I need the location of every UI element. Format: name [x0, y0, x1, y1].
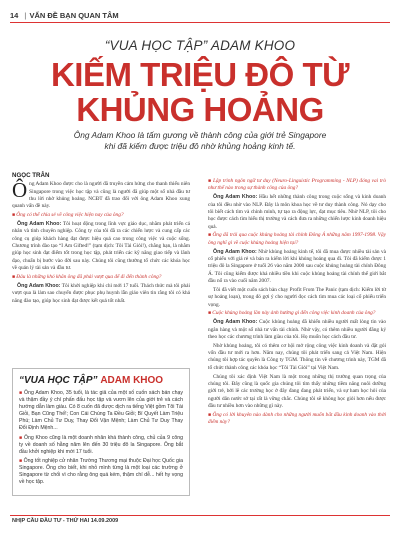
intro-text: ng Adam Khoo được cho là người đã truyền cảm hứng cho thanh thiếu niên Singapore trong việc học tập và cũng là người đã giúp một số nhà đầu tư thu lời nhờ khủng hoảng. NCĐT đã trao đổi với ông Adam Khoo xung quanh vấn đề này. [12, 181, 190, 210]
drop-cap: Ô [12, 178, 28, 203]
bullet-square-icon: ■ [208, 179, 213, 184]
answer-3-text: Hầu hết những thành công trong cuộc sống và kinh doanh của tôi đều nhờ vào NLP. Đây là môn khoa học về tư duy thành công. Nó dạy cho tôi biết cách tìm và chinh minh, tự tạo ra động lực, đạt mục tiêu. Nhờ NLP, tôi cho học được cách tìm hiểu thị trường và cách đưa ra những chiến lược kinh doanh hiệu quả. [208, 194, 386, 230]
question-2-text: Đâu là những khó khăn ông đã phải vượt qua để đi đến thành công? [16, 273, 162, 280]
bullet-square-icon: ■ [12, 274, 17, 280]
answer-4-text: Nhờ khủng hoảng kinh tế, tôi đã mua được nhiều tài sản và cổ phiếu với giá rẻ và bán ra kiếm lời khi khủng hoảng qua đi. Tôi đã kiếm được 1 triệu đô la Singapore ở tuổi 26 vào năm 2000 sau cuộc khủng hoảng tài chính Đông Á. Tôi cũng kiếm được khá nhiều tiền khi cuộc khủng hoảng tài chính thế giới bắt đầu nổ ra vào cuối năm 2007. [208, 248, 387, 284]
answer-5-continued: Nhờ khủng hoảng, tôi có thêm cơ hội mở rộng công việc kinh doanh và đặt gói vốn đầu tư mới ra hơn. Năm nay, chúng tôi phát triển sang cả Việt Nam. Hiện chúng tôi hợp tác quyền là Công ty TGM. Thông tin về chương trình này, TGM đã tổ chức thành công các khóa học “Tôi Tài Giỏi” tại Việt Nam. [208, 342, 386, 371]
question-4 [208, 232, 386, 247]
profile-paragraph-2 [19, 435, 183, 456]
answer-5-text: Cuộc khủng hoảng đã khiến nhiều người mất lòng tin vào ngân hàng và một số nhà tư vấn tài chính. Nhờ vậy, có thêm nhiều người đăng ký theo học các chương trình làm giàu của tôi. Họ muốn học cách đầu tư. [208, 319, 386, 340]
question-1 [12, 212, 190, 219]
answer-1 [12, 221, 190, 272]
profile-box [12, 368, 190, 496]
right-column [208, 178, 386, 428]
answer-5-continued-2: Chúng tôi xác định Việt Nam là một trong những thị trường quan trọng của chúng tôi. Đây cũng là quốc gia chúng tôi tìm thấy những tiềm năng nuôi dưỡng giới trẻ, bởi lẽ các trường học ở đây đang đang phát triển, và sự ham học hỏi của người dân nước sở tại rất là vững chắc. Chúng tôi sẽ không học giỏi hơn nếu được đầu tư nhiều hơn vào những gì này. [208, 373, 386, 409]
headline-line-2: KHỦNG HOẢNG [76, 91, 324, 128]
question-3 [208, 178, 386, 193]
question-3-text: Lập trình ngôn ngữ tư duy (Neuro-Linguistic Programming - NLP) đóng vai trò như thế nào trong sự thành công của ông? [208, 178, 386, 192]
intro-paragraph [12, 178, 190, 210]
question-6 [208, 412, 386, 427]
question-4-text: Ông đã trải qua cuộc khủng hoảng tài chính Đông Á những năm 1997-1998. Vậy ông nghĩ gì về cuộc khủng hoảng hiện tại? [208, 232, 386, 246]
bullet-square-icon: ■ [208, 311, 213, 317]
headline-line-1: KIẾM TRIỆU ĐÔ TỪ [50, 56, 350, 93]
bullet-square-icon: ■ [208, 412, 213, 418]
speaker: Ông Adam Khoo: [213, 248, 257, 255]
bullet-square-icon: ■ [12, 213, 17, 219]
page-footer: NHỊP CẦU ĐẦU TƯ - THỨ HAI 14.09.2009 [12, 518, 119, 524]
headline [0, 57, 400, 127]
bullet-square-icon: ■ [19, 457, 24, 464]
profile-box-title-prefix: “VUA HỌC TẬP” [19, 375, 98, 386]
left-column [12, 172, 190, 306]
kicker: “VUA HỌC TẬP” ADAM KHOO [104, 38, 296, 53]
answer-4-continued: Tôi đã viết một cuốn sách bàn chạy Profit From The Panic (tạm dịch: Kiếm lời từ sự hoảng loạn), trong đó gợi ý cho người đọc cách tìm mua các loại cổ phiếu triển vọng. [208, 286, 386, 308]
profile-box-title-name: ADAM KHOO [100, 375, 164, 386]
bullet-square-icon: ■ [19, 390, 25, 396]
sapo: Ông Adam Khoo là tấm gương về thành công của giới trẻ Singapore khi đã kiếm được triệu đô nhờ khủng hoảng kinh tế. [73, 130, 327, 151]
profile-paragraph-1-text: Ông Adam Khoo, 35 tuổi, là tác giả của một số cuốn sách bán chạy và thậm đầy ý chí phấn đấu học tập và vươn lên của giới trẻ và cách hướng dẫn làm giàu. Có 8 cuốn đã được dịch ra tiếng Việt gồm Tôi Tài Giỏi, Bạn Cũng Thế!; Con Cái Chúng Ta Đều Giỏi; Bí Quyết Làm Triệu Phú; Làm Chủ Tư Duy, Thay Đổi Vận Mệnh; Làm Chủ Tư Duy Thay Đổi Định Mệnh... [19, 390, 183, 432]
section-title: VẤN ĐỀ BẠN QUAN TÂM [29, 10, 119, 20]
answer-2-text: Tôi khởi nghiệp khi chỉ mới 17 tuổi. Thách thức mà tôi phải vượt qua là làm sao chuyển được phục phụ huynh lẫn giáo viên tin rằng tôi có khả năng đào tạo, giúp học sinh đạt được kết quả tốt nhất. [12, 282, 190, 304]
question-1-text: Ông có thể chia sẻ về công việc hiện nay của ông? [16, 212, 124, 219]
question-2 [12, 274, 190, 281]
question-6-text: Ông có lời khuyên nào dành cho những người muốn bắt đầu kinh doanh vào thời điểm này? [208, 411, 386, 426]
profile-paragraph-2-text: Ông Khoo cũng là một doanh nhân khá thành công, chủ của 9 công ty về doanh số hằng năm lên đến 30 triệu đô la Singapore. Ông bắt đầu khởi nghiệp khi mới 17 tuổi. [19, 434, 183, 455]
question-5 [208, 310, 386, 317]
question-5-text: Cuộc khủng hoảng lần này ảnh hưởng gì đến công việc kinh doanh của ông? [212, 310, 376, 317]
profile-paragraph-1 [19, 390, 183, 433]
profile-paragraph-3 [19, 458, 183, 486]
bullet-square-icon: ■ [19, 434, 24, 441]
answer-3 [208, 194, 386, 231]
bullet-square-icon: ■ [208, 233, 213, 239]
speaker: Ông Adam Khoo: [17, 282, 61, 289]
answer-5 [208, 319, 386, 341]
profile-paragraph-3-text: Ông tốt nghiệp cử nhân Trường Thương mại thuộc Đại học Quốc gia Singapore. Ông cho biết, khi nhỏ mình từng là một loại các trường ở Singapore từ chối vì cho rằng ông quá kém, thậm chí dễ... hết hy vọng về học tập. [19, 457, 183, 486]
byline: NGỌC TRÂN [12, 172, 50, 179]
speaker: Ông Adam Khoo: [17, 221, 62, 228]
page-number: 14 [10, 10, 19, 20]
speaker: Ông Adam Khoo: [213, 319, 258, 326]
answer-1-text: Tôi hoạt động trong lĩnh vực giáo dục, nhằm phát triển cá nhân và tinh chuyên nghiệp. Công ty của tôi đã ra các chiến lược và cung cấp các công cụ giúp khách hàng đạt được hiệu quả cao trong công việc và cuộc sống. Chương trình đào tạo “I Am Gifted!” (tạm dịch: Tôi Tài Giỏi!), chẳng hạn, là nhằm giúp học sinh đạt điểm tốt trong học tập, phát triển các kỹ năng giao tiếp và lãnh đạo, chuẩn bị bước vào đời sau này. Chúng tôi cũng thường tổ chức các khóa học về quản lý tài sản và đầu tư. [12, 221, 190, 272]
answer-4 [208, 249, 386, 286]
profile-box-title [19, 375, 183, 386]
page-header [10, 8, 390, 22]
answer-2 [12, 283, 190, 305]
header-separator: | [24, 10, 27, 20]
header-rule [10, 22, 390, 23]
footer-rule [10, 515, 390, 516]
speaker: Ông Adam Khoo: [213, 194, 258, 201]
